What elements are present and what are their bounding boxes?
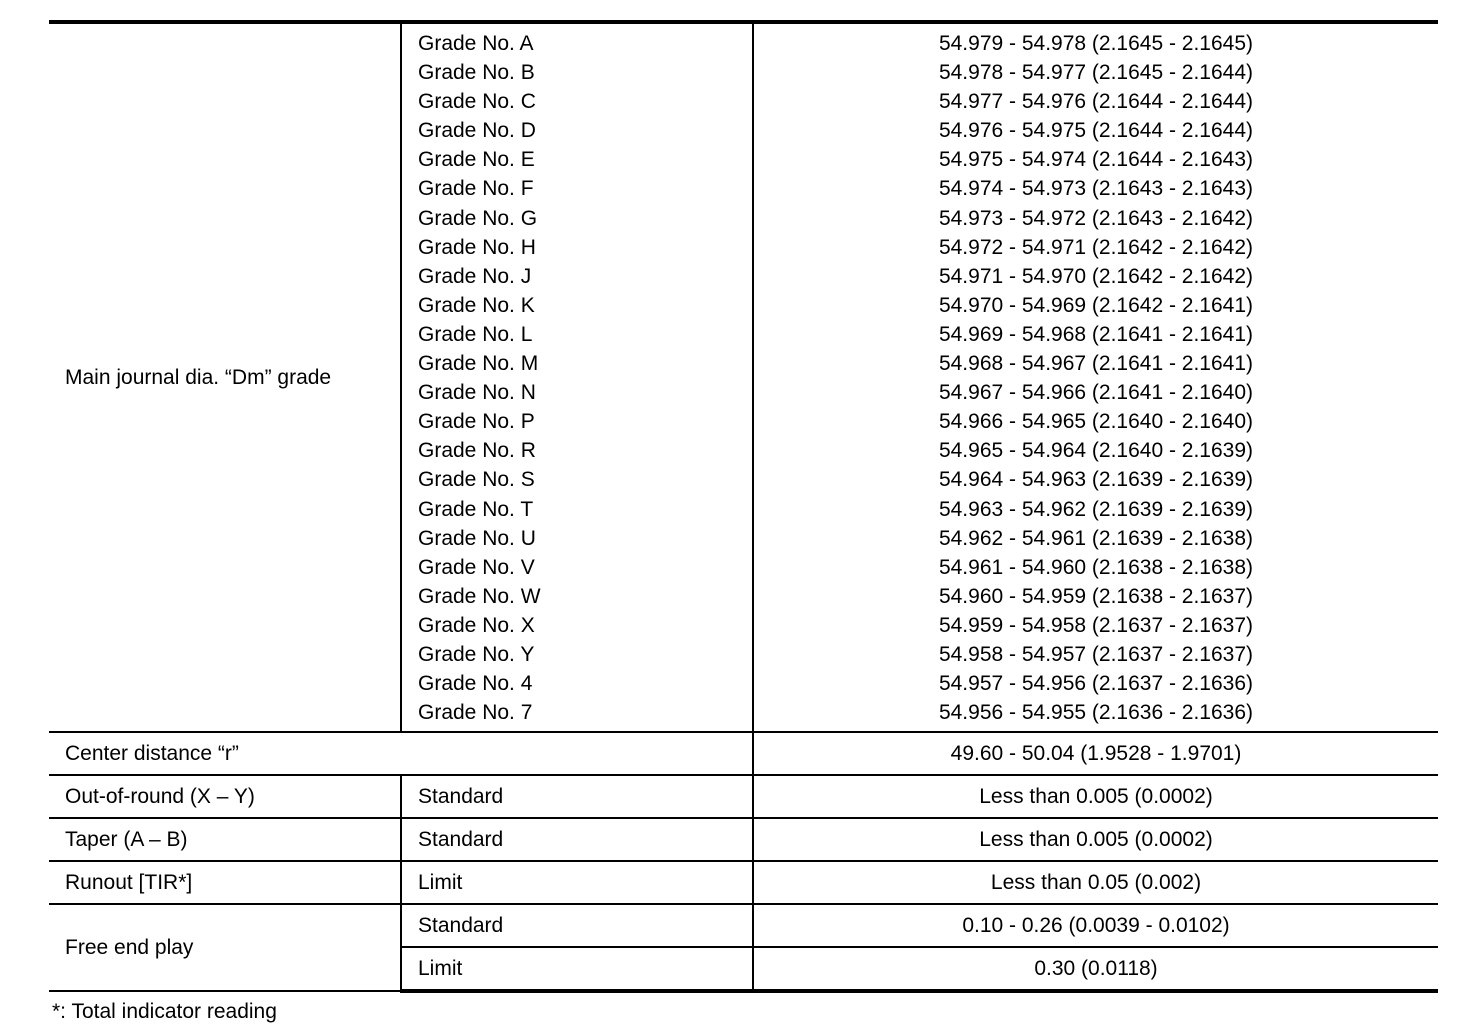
grade-value: 54.960 - 54.959 (2.1638 - 2.1637)	[938, 584, 1254, 608]
crankshaft-spec-table	[49, 20, 1438, 993]
grade-label: Grade No. U	[418, 526, 536, 550]
grade-label: Grade No. F	[418, 177, 534, 201]
grade-value: 54.972 - 54.971 (2.1642 - 2.1642)	[938, 235, 1254, 259]
runout-label: Runout [TIR*]	[49, 861, 401, 904]
grade-label: Grade No. H	[418, 235, 536, 259]
grade-label: Grade No. R	[418, 439, 536, 463]
grade-label: Grade No. L	[418, 322, 533, 346]
grade-label: Grade No. V	[418, 555, 535, 579]
grade-label: Grade No. E	[418, 148, 535, 172]
grade-value: 54.979 - 54.978 (2.1645 - 2.1645)	[938, 32, 1254, 55]
grade-value: 54.975 - 54.974 (2.1644 - 2.1643)	[938, 148, 1254, 172]
grade-label: Grade No. D	[418, 119, 536, 143]
grade-value: 54.963 - 54.962 (2.1639 - 2.1639)	[938, 497, 1254, 521]
grade-value: 54.969 - 54.968 (2.1641 - 2.1641)	[938, 322, 1254, 346]
grade-label: Grade No. B	[418, 61, 535, 85]
grade-label: Grade No. P	[418, 410, 535, 434]
out-of-round-label: Out-of-round (X – Y)	[49, 775, 401, 818]
grade-value-list	[753, 22, 1438, 732]
grade-value: 54.962 - 54.961 (2.1639 - 2.1638)	[938, 526, 1254, 550]
grade-value: 54.973 - 54.972 (2.1643 - 2.1642)	[938, 206, 1254, 230]
grade-label: Grade No. 7	[418, 701, 533, 725]
grade-value: 54.958 - 54.957 (2.1637 - 2.1637)	[938, 642, 1254, 666]
grade-label: Grade No. C	[418, 90, 536, 114]
grade-value: 54.970 - 54.969 (2.1642 - 2.1641)	[938, 293, 1254, 317]
runout-value: Less than 0.05 (0.002)	[753, 861, 1438, 904]
taper-value: Less than 0.005 (0.0002)	[753, 818, 1438, 861]
grade-value: 54.957 - 54.956 (2.1637 - 2.1636)	[938, 672, 1254, 696]
free-end-play-label: Free end play	[49, 904, 401, 991]
taper-label: Taper (A – B)	[49, 818, 401, 861]
free-end-play-standard-value: 0.10 - 0.26 (0.0039 - 0.0102)	[753, 904, 1438, 947]
runout-row	[49, 861, 1438, 904]
out-of-round-value: Less than 0.005 (0.0002)	[753, 775, 1438, 818]
grade-value: 54.978 - 54.977 (2.1645 - 2.1644)	[938, 61, 1254, 85]
grade-label: Grade No. X	[418, 613, 535, 637]
grade-value: 54.966 - 54.965 (2.1640 - 2.1640)	[938, 410, 1254, 434]
grade-label: Grade No. N	[418, 381, 536, 405]
grade-value: 54.976 - 54.975 (2.1644 - 2.1644)	[938, 119, 1254, 143]
grade-label: Grade No. M	[418, 352, 539, 376]
grade-label: Grade No. Y	[418, 642, 535, 666]
center-distance-row	[49, 732, 1438, 775]
grade-label: Grade No. T	[418, 497, 534, 521]
grade-label: Grade No. S	[418, 468, 535, 492]
grade-list	[401, 22, 753, 732]
out-of-round-row	[49, 775, 1438, 818]
taper-row	[49, 818, 1438, 861]
grade-value: 54.965 - 54.964 (2.1640 - 2.1639)	[938, 439, 1254, 463]
main-journal-row	[49, 22, 1438, 732]
center-distance-label: Center distance “r”	[49, 732, 753, 775]
free-end-play-standard-label: Standard	[401, 904, 753, 947]
grade-value: 54.974 - 54.973 (2.1643 - 2.1643)	[938, 177, 1254, 201]
center-distance-value: 49.60 - 50.04 (1.9528 - 1.9701)	[753, 732, 1438, 775]
taper-type: Standard	[401, 818, 753, 861]
free-end-play-limit-value: 0.30 (0.0118)	[753, 947, 1438, 991]
footnote: *: Total indicator reading	[52, 1000, 277, 1023]
grade-label: Grade No. A	[418, 32, 534, 55]
grade-value: 54.959 - 54.958 (2.1637 - 2.1637)	[938, 613, 1254, 637]
grade-value: 54.967 - 54.966 (2.1641 - 2.1640)	[938, 381, 1254, 405]
grade-value: 54.964 - 54.963 (2.1639 - 2.1639)	[938, 468, 1254, 492]
free-end-play-standard-row	[49, 904, 1438, 947]
grade-label: Grade No. K	[418, 293, 535, 317]
grade-value: 54.977 - 54.976 (2.1644 - 2.1644)	[938, 90, 1254, 114]
grade-value: 54.956 - 54.955 (2.1636 - 2.1636)	[938, 701, 1254, 725]
grade-value: 54.968 - 54.967 (2.1641 - 2.1641)	[938, 352, 1254, 376]
free-end-play-limit-label: Limit	[401, 947, 753, 991]
out-of-round-type: Standard	[401, 775, 753, 818]
main-journal-label: Main journal dia. “Dm” grade	[49, 22, 401, 732]
grade-label: Grade No. 4	[418, 672, 533, 696]
grade-label: Grade No. W	[418, 584, 541, 608]
grade-value: 54.961 - 54.960 (2.1638 - 2.1638)	[938, 555, 1254, 579]
grade-value: 54.971 - 54.970 (2.1642 - 2.1642)	[938, 264, 1254, 288]
runout-type: Limit	[401, 861, 753, 904]
grade-label: Grade No. J	[418, 264, 532, 288]
grade-label: Grade No. G	[418, 206, 538, 230]
